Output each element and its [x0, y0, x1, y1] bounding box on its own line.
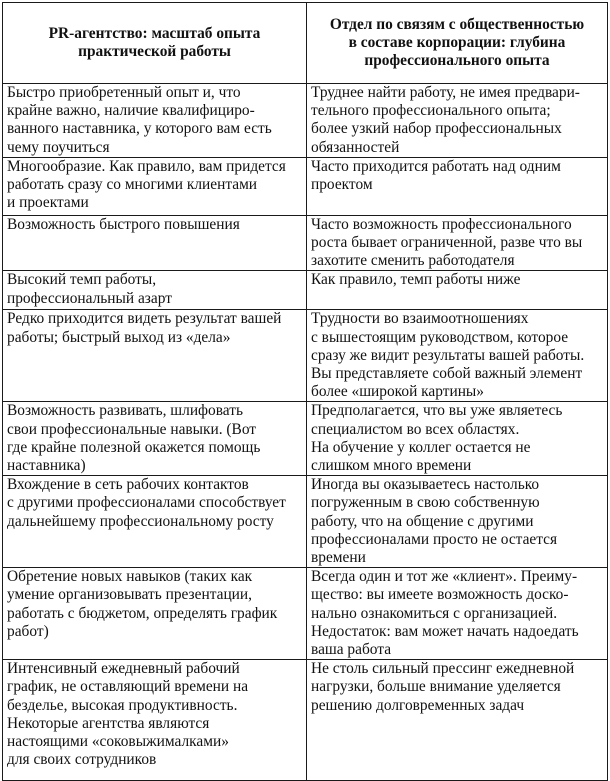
agency-cell: Быстро приобретенный опыт и, что крайне важно, наличие квалифициро- ванного наставника, у которого вам есть чему поучиться	[3, 84, 307, 158]
header-row	[3, 3, 608, 84]
table-row	[3, 215, 608, 271]
table-row	[3, 84, 608, 158]
agency-cell: Возможность быстрого повышения	[3, 215, 307, 271]
agency-cell: Обретение новых навыков (таких как умение организовывать презентации, работать с бюджетом, определять график работ)	[3, 568, 307, 660]
corporate-cell: Часто возможность профессионального роста бывает ограниченной, разве что вы захотите сменить работодателя	[307, 215, 608, 271]
table-row	[3, 402, 608, 476]
agency-cell: Многообразие. Как правило, вам придется работать сразу со многими клиентами и проектами	[3, 157, 307, 215]
table-row	[3, 660, 608, 781]
agency-cell: Вхождение в сеть рабочих контактов с другими профессионалами способствует дальнейшему профессиональному росту	[3, 476, 307, 568]
agency-cell: Интенсивный ежедневный рабочий график, не оставляющий времени на безделье, высокая продуктивность. Некоторые агентства являются настоящими «соковыжималками» для своих сотрудников	[3, 660, 307, 781]
comparison-table	[2, 2, 608, 781]
table-row	[3, 271, 608, 310]
corporate-cell: Иногда вы оказываетесь настолько погруженным в свою собственную работу, что на общение с другими профессионалами просто не остается времени	[307, 476, 608, 568]
header-corporate-pr-department: Отдел по связям с общественностью в составе корпорации: глубина профессионального опыта	[307, 3, 608, 84]
corporate-cell: Всегда один и тот же «клиент». Преиму- щество: вы имеете возможность доско- нально ознакомиться с организацией. Недостаток: вам может начать надоедать ваша работа	[307, 568, 608, 660]
table-row	[3, 568, 608, 660]
table-row	[3, 157, 608, 215]
corporate-cell: Не столь сильный прессинг ежедневной нагрузки, больше внимание уделяется решению долговременных задач	[307, 660, 608, 781]
header-pr-agency: PR-агентство: масштаб опыта практической работы	[3, 3, 307, 84]
agency-cell: Редко приходится видеть результат вашей работы; быстрый выход из «дела»	[3, 310, 307, 402]
corporate-cell: Труднее найти работу, не имея предвари- тельного профессионального опыта; более узкий набор профессиональных обязанностей	[307, 84, 608, 158]
corporate-cell: Трудности во взаимоотношениях с вышестоящим руководством, которое сразу же видит результаты вашей работы. Вы представляете собой важный элемент более «широкой картины»	[307, 310, 608, 402]
corporate-cell: Часто приходится работать над одним проектом	[307, 157, 608, 215]
table-row	[3, 310, 608, 402]
agency-cell: Высокий темп работы, профессиональный азарт	[3, 271, 307, 310]
agency-cell: Возможность развивать, шлифовать свои профессиональные навыки. (Вот где крайне полезной окажется помощь наставника)	[3, 402, 307, 476]
table-row	[3, 476, 608, 568]
corporate-cell: Предполагается, что вы уже являетесь специалистом во всех областях. На обучение у коллег остается не слишком много времени	[307, 402, 608, 476]
corporate-cell: Как правило, темп работы ниже	[307, 271, 608, 310]
